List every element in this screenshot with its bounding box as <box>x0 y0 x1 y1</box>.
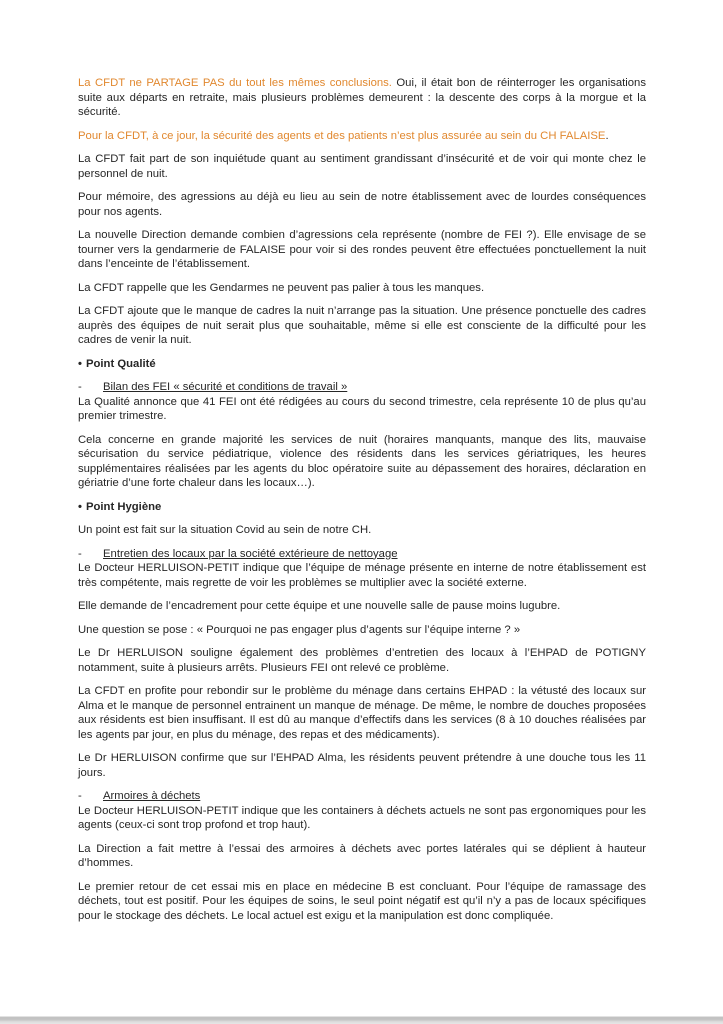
paragraph <box>78 646 646 675</box>
paragraph <box>78 684 646 742</box>
text-run: La Direction a fait mettre à l’essai des armoires à déchets avec portes latérales qui se déplient à hauteur d’hommes. <box>78 842 646 869</box>
paragraph <box>78 880 646 924</box>
dash-marker: - <box>78 381 82 393</box>
paragraph <box>78 433 646 491</box>
page-bottom-edge <box>0 1013 723 1024</box>
dash-marker: - <box>78 547 82 560</box>
paragraph <box>78 152 646 181</box>
text-run: Elle demande de l’encadrement pour cette équipe et une nouvelle salle de pause moins lugubre. <box>78 600 561 612</box>
text-run: Un point est fait sur la situation Covid au sein de notre CH. <box>78 524 372 536</box>
bullet-icon: • <box>78 357 82 370</box>
paragraph <box>78 623 646 638</box>
list-section-body: La Qualité annonce que 41 FEI ont été rédigées au cours du second trimestre, cela représente 10 de plus qu’au premier trimestre. <box>78 395 646 422</box>
list-heading-label: Bilan des FEI « sécurité et conditions de travail » <box>103 381 348 393</box>
paragraph <box>78 76 646 120</box>
section-heading-label: Point Qualité <box>85 357 156 370</box>
dash-marker: - <box>78 790 82 802</box>
text-run: Le Dr HERLUISON confirme que sur l’EHPAD Alma, les résidents peuvent prétendre à une douche tous les 11 jours. <box>78 752 646 779</box>
list-heading-row <box>78 789 646 804</box>
text-run: La nouvelle Direction demande combien d’agressions cela représente (nombre de FEI ?). Elle envisage de se tourner vers la gendarmerie de FALAISE pour voir si des rondes peuvent être effectuées ponctuellement la nuit dans l’enceinte de l’établissement. <box>78 229 646 270</box>
list-heading-label: Entretien des locaux par la société extérieure de nettoyage <box>103 547 398 560</box>
paragraph <box>78 190 646 219</box>
paragraph <box>78 281 646 296</box>
text-run: Le premier retour de cet essai mis en place en médecine B est concluant. Pour l’équipe de ramassage des déchets, tout est positif. Pour les équipes de soins, le seul point négatif est qu’il n’y a pas de locaux spécifiques pour le stockage des déchets. Le local actuel est exigu et la manipulation est donc compliquée. <box>78 880 646 922</box>
text-run: La CFDT rappelle que les Gendarmes ne peuvent pas palier à tous les manques. <box>78 281 485 294</box>
section-heading-label: Point Hygiène <box>85 500 162 513</box>
list-heading-label: Armoires à déchets <box>103 790 201 802</box>
accent-text-run: La CFDT ne PARTAGE PAS du tout les mêmes conclusions. <box>78 77 392 89</box>
text-run: Une question se pose : « Pourquoi ne pas engager plus d’agents sur l’équipe interne ? » <box>78 623 521 636</box>
section-heading <box>78 500 646 515</box>
list-section <box>78 547 646 591</box>
document-body <box>78 76 646 932</box>
paragraph <box>78 751 646 780</box>
list-section <box>78 789 646 833</box>
text-run: La CFDT fait part de son inquiétude quant au sentiment grandissant d’insécurité et de voir qui monte chez le personnel de nuit. <box>78 153 646 180</box>
text-run: Le Dr HERLUISON souligne également des problèmes d’entretien des locaux à l’EHPAD de POTIGNY notamment, suite à plusieurs arrêts. Plusieurs FEI ont relevé ce problème. <box>78 647 646 674</box>
paragraph <box>78 523 646 538</box>
paragraph <box>78 228 646 272</box>
paragraph <box>78 842 646 871</box>
list-section <box>78 380 646 424</box>
accent-text-run: Pour la CFDT, à ce jour, la sécurité des agents et des patients n’est plus assurée au sein du CH FALAISE <box>78 129 606 142</box>
list-section-body: Le Docteur HERLUISON-PETIT indique que l’équipe de ménage présente en interne de notre établissement est très compétente, mais regrette de voir les problèmes se multiplier avec la société externe. <box>78 562 646 589</box>
list-section-body: Le Docteur HERLUISON-PETIT indique que les containers à déchets actuels ne sont pas ergonomiques pour les agents (ceux-ci sont trop profond et trop haut). <box>78 804 646 831</box>
text-run: . <box>605 129 609 142</box>
text-run: La CFDT ajoute que le manque de cadres la nuit n’arrange pas la situation. Une présence ponctuelle des cadres auprès des équipes de nuit serait plus que souhaitable, même si elle est consciente de la difficulté pour les cadres de venir la nuit. <box>78 305 646 346</box>
section-heading <box>78 357 646 372</box>
bullet-icon: • <box>78 500 82 513</box>
paragraph <box>78 304 646 348</box>
text-run: La CFDT en profite pour rebondir sur le problème du ménage dans certains EHPAD : la vétusté des locaux sur Alma et le manque de personnel entrainent un manque de ménage. De même, le nombre de douches proposées aux résidents est bien insuffisant. Il est dû au manque d’effectifs dans les services (8 à 10 douches réalisées par les agents par jour, en plus du ménage, des repas et des médicaments). <box>78 685 646 741</box>
text-run: Pour mémoire, des agressions au déjà eu lieu au sein de notre établissement avec de lourdes conséquences pour nos agents. <box>78 191 646 218</box>
paragraph <box>78 129 646 144</box>
list-heading-row <box>78 547 646 562</box>
text-run: Oui, il était bon de réinterroger les organisations suite aux départs en retraite, mais plusieurs problèmes demeurent : la descente des corps à la morgue et la sécurité. <box>78 77 646 118</box>
text-run: Cela concerne en grande majorité les services de nuit (horaires manquants, manque des lits, mauvaise sécurisation du service pédiatrique, violence des résidents dans les services gériatriques, les heures supplémentaires réalisées par les agents du bloc opératoire suite au dépassement des horaires, déclaration en gériatrie d’une forte chaleur dans les locaux…). <box>78 433 646 489</box>
list-heading-row <box>78 380 646 395</box>
paragraph <box>78 599 646 614</box>
